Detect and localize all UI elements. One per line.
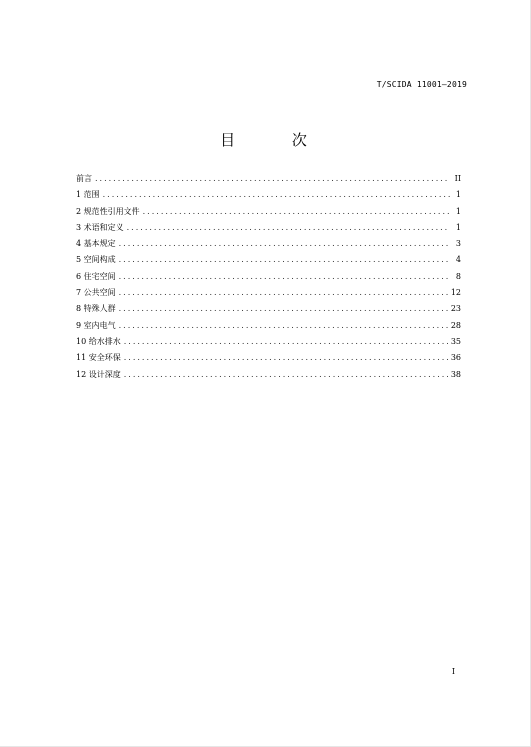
toc-entry-label: 9 室内电气 (76, 320, 116, 330)
toc-leader-dots (103, 187, 450, 203)
toc-entry-preface[interactable] (76, 171, 461, 187)
toc-leader-dots (119, 301, 448, 317)
toc-entry-label: 3 术语和定义 (76, 222, 124, 232)
toc-entry-label: 6 住宅空间 (76, 271, 116, 281)
toc-entry-12[interactable] (76, 367, 461, 383)
toc-entry-9[interactable] (76, 318, 461, 334)
table-of-contents (76, 171, 461, 383)
toc-leader-dots (119, 236, 450, 252)
toc-entry-1[interactable] (76, 187, 461, 203)
toc-entry-page: 28 (450, 320, 461, 330)
toc-leader-dots (95, 171, 450, 187)
toc-entry-8[interactable] (76, 301, 461, 317)
toc-entry-page: 3 (455, 239, 461, 249)
toc-entry-page: 35 (450, 336, 461, 346)
toc-entry-page: II (454, 174, 461, 183)
toc-entry-page: 1 (455, 206, 461, 216)
document-number: T/SCIDA 11001—2019 (376, 80, 467, 89)
toc-entry-10[interactable] (76, 334, 461, 350)
toc-leader-dots (143, 204, 450, 220)
toc-entry-label: 8 特殊人群 (76, 304, 116, 314)
toc-entry-11[interactable] (76, 350, 461, 366)
toc-leader-dots (124, 350, 448, 366)
toc-entry-page: 1 (455, 222, 461, 232)
toc-entry-label: 12 设计深度 (76, 369, 121, 379)
page-number: I (451, 667, 455, 676)
toc-entry-label: 10 给水排水 (76, 336, 121, 346)
toc-entry-5[interactable] (76, 252, 461, 268)
toc-entry-page: 38 (450, 369, 461, 379)
toc-entry-6[interactable] (76, 269, 461, 285)
toc-entry-3[interactable] (76, 220, 461, 236)
toc-entry-label: 5 空间构成 (76, 255, 116, 265)
toc-entry-label: 11 安全环保 (76, 353, 121, 363)
toc-entry-page: 1 (455, 190, 461, 200)
toc-entry-label: 7 公共空间 (76, 288, 116, 298)
toc-entry-label: 4 基本规定 (76, 239, 116, 249)
toc-entry-label: 2 规范性引用文件 (76, 206, 140, 216)
toc-leader-dots (119, 318, 448, 334)
toc-leader-dots (119, 252, 450, 268)
toc-leader-dots (127, 220, 450, 236)
toc-entry-page: 23 (450, 304, 461, 314)
toc-leader-dots (119, 285, 448, 301)
toc-entry-page: 36 (450, 353, 461, 363)
toc-leader-dots (124, 334, 448, 350)
toc-entry-page: 4 (455, 255, 461, 265)
toc-entry-page: 8 (455, 271, 461, 281)
toc-leader-dots (124, 367, 448, 383)
page-title: 目 次 (220, 131, 333, 149)
toc-entry-4[interactable] (76, 236, 461, 252)
toc-leader-dots (119, 269, 450, 285)
toc-entry-2[interactable] (76, 204, 461, 220)
toc-entry-page: 12 (450, 288, 461, 298)
toc-entry-7[interactable] (76, 285, 461, 301)
toc-entry-label: 1 范围 (76, 190, 100, 200)
toc-entry-label: 前言 (76, 174, 92, 183)
